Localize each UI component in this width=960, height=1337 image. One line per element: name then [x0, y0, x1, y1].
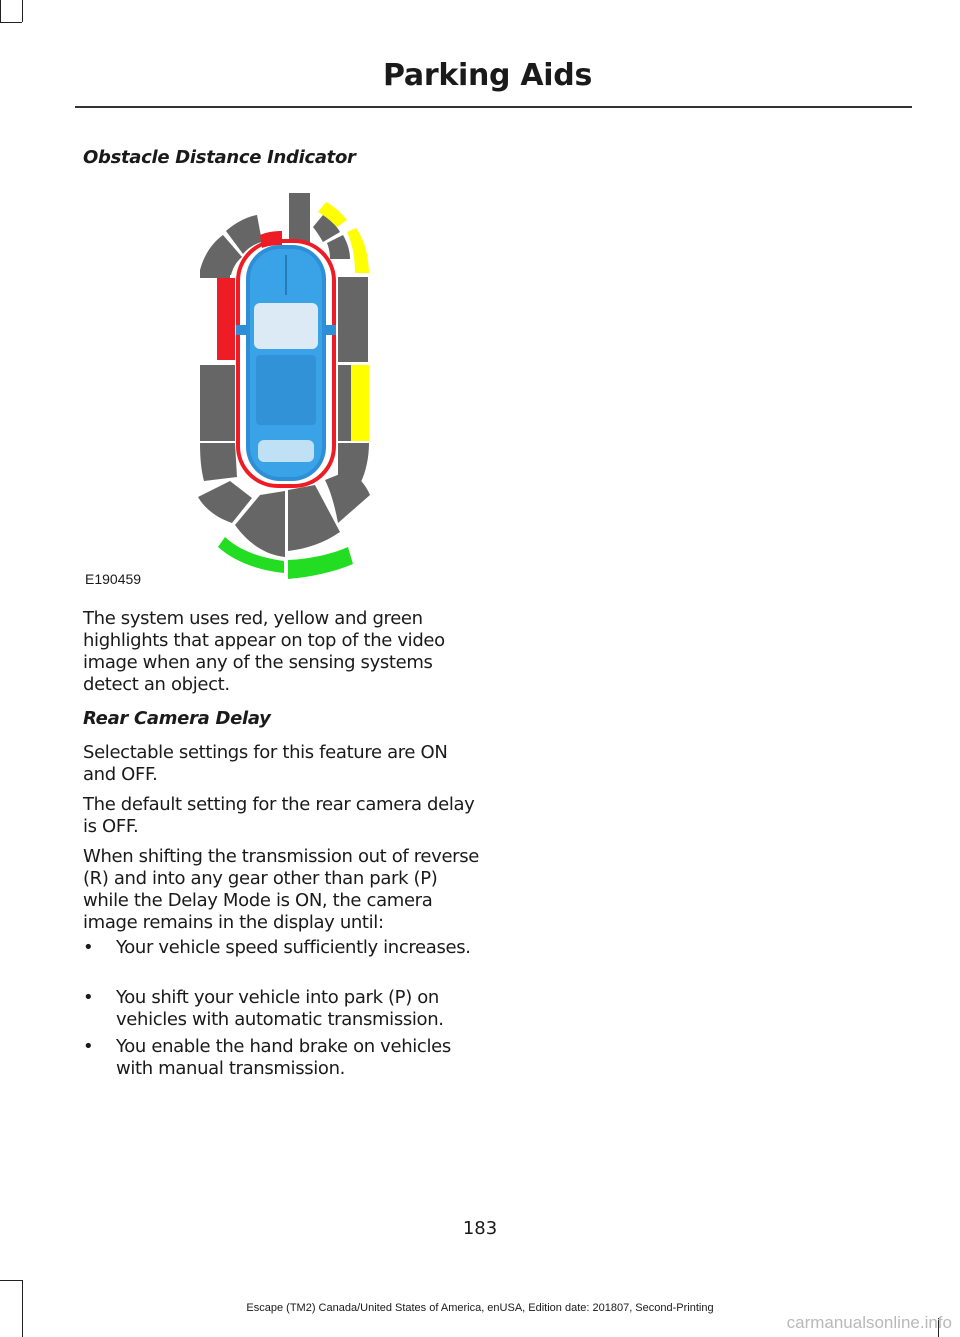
crop-mark	[0, 22, 22, 23]
page-title: Parking Aids	[383, 58, 592, 93]
bullet-marker: •	[83, 987, 94, 1008]
subsection-heading: Rear Camera Delay	[83, 708, 271, 729]
left-segment	[200, 365, 235, 441]
crop-mark	[22, 0, 23, 22]
watermark: carmanualsonline.info	[786, 1313, 952, 1332]
bullet-text: You enable the hand brake on vehicles with manual transmission.	[116, 1036, 451, 1079]
crop-mark	[0, 1280, 22, 1281]
obstacle-distance-diagram	[190, 185, 380, 590]
bullet-text: You shift your vehicle into park (P) on vehicles with automatic transmission.	[116, 987, 444, 1030]
footer-text: Escape (TM2) Canada/United States of America, enUSA, Edition date: 201807, Second-Printing	[246, 1302, 714, 1314]
front-segment	[327, 235, 350, 259]
left-segment	[200, 273, 230, 278]
right-segment-yellow	[351, 365, 369, 441]
paragraph-delay-mode: When shifting the transmission out of reverse (R) and into any gear other than park (P) while the Delay Mode is ON, the camera image remains in the display until:	[83, 846, 479, 933]
rear-segment	[325, 470, 370, 523]
front-segment-yellow	[347, 228, 369, 273]
left-segment-red	[217, 278, 235, 360]
bullet-marker: •	[83, 937, 94, 958]
right-segment	[338, 365, 351, 441]
section-heading: Obstacle Distance Indicator	[83, 147, 356, 168]
rear-segment-green	[288, 547, 353, 579]
front-segment	[289, 193, 310, 245]
figure-id: E190459	[85, 571, 142, 587]
page-number: 183	[462, 1218, 498, 1239]
bullet-marker: •	[83, 1036, 94, 1057]
intro-paragraph: The system uses red, yellow and green highlights that appear on top of the video image when any of the sensing systems detect an object.	[83, 608, 445, 695]
rear-segment	[200, 443, 237, 481]
paragraph-settings: Selectable settings for this feature are ON and OFF.	[83, 742, 448, 785]
header-divider	[75, 106, 912, 108]
bullet-text: Your vehicle speed sufficiently increases.	[116, 937, 471, 958]
vehicle-icon	[236, 245, 336, 481]
paragraph-default: The default setting for the rear camera delay is OFF.	[83, 794, 475, 837]
right-segment	[338, 277, 368, 362]
crop-mark	[0, 0, 1, 22]
